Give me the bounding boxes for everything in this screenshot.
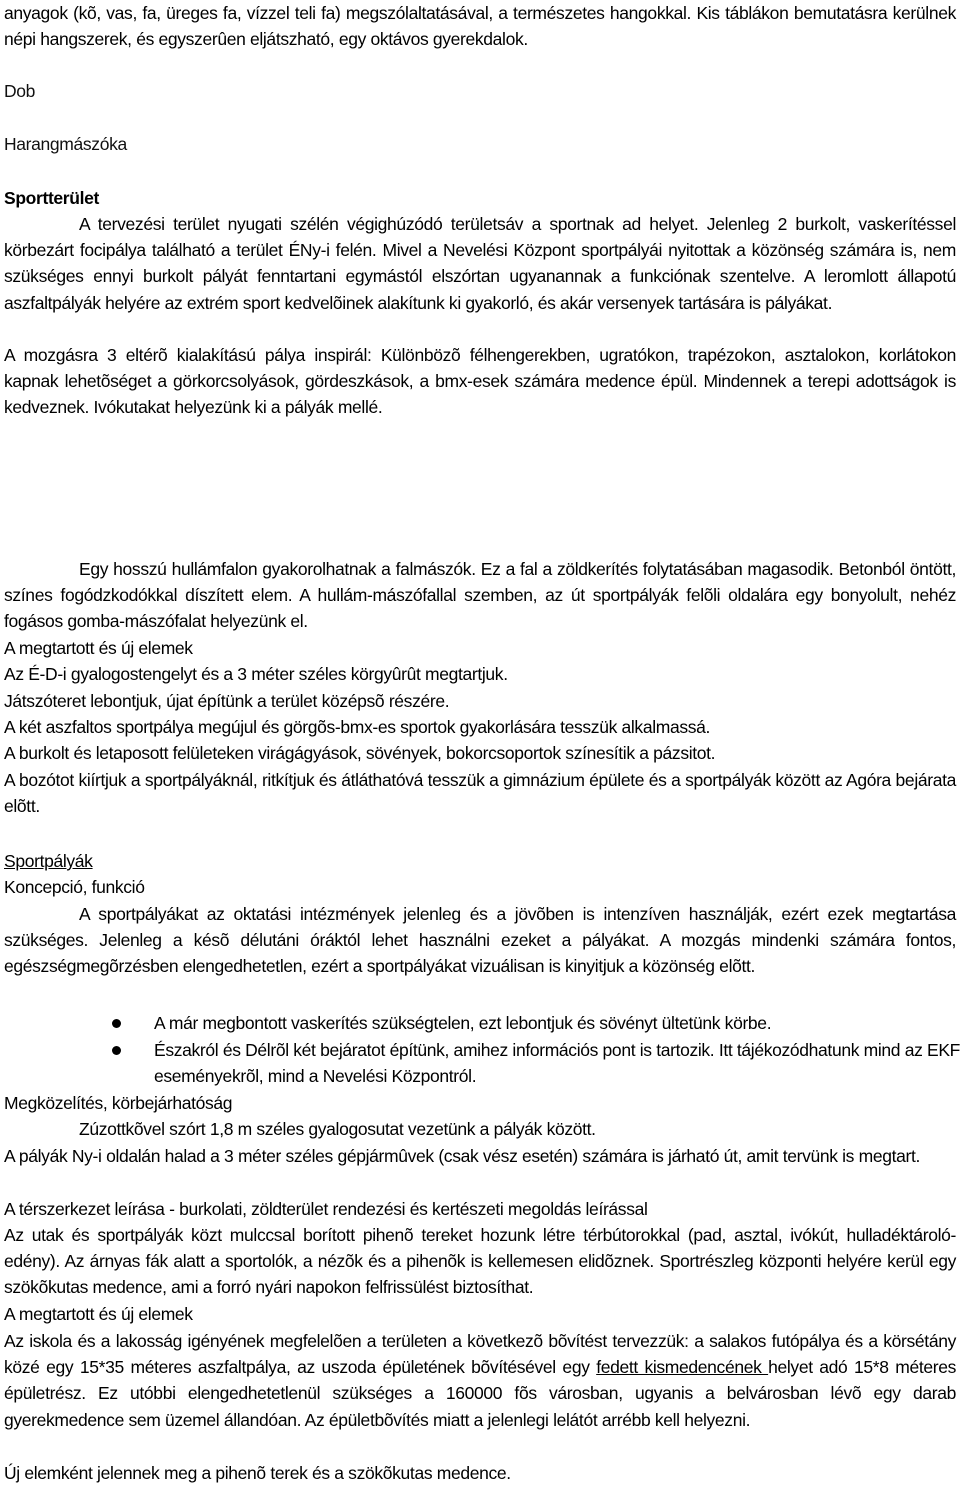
sport-p1-part-b: Mivel a Nevelési Központ sportpályái nyitottak a közönség számára is, nem szükséges ennyi burkolt pályát fenntartani egymástól elszórtan ugyanannak a funkciónak szentelve. [4,240,957,287]
wall-kept-title: A megtartott és új elemek [4,638,193,658]
kept-text-underlined: fedett kismedencének [596,1357,769,1378]
sport-p1-part-c: A leromlott állapotú aszfaltpályák helyére az extrém sport kedvelõinek alakítunk ki gyakorló, és akár versenyek tartására is pályákat. [4,266,956,313]
concept-paragraph: A sportpályákat az oktatási intézmények jelenleg és a jövõben is intenzíven használják, ezért ezek megtartása szükséges. Jelenleg a késõ délutáni óráktól lehet használni ezeket a pályákat. A mozgás mindenki számára fontos, egészségmegõrzésben elengedhetetlen, ezért a sportpályákat vizuálisan is kinyitjuk a közönség elõtt. [4,904,956,977]
wall-paragraph: Egy hosszú hullámfalon gyakorolhatnak a falmászók. Ez a fal a zöldkerítés folytatásában magasodik. Betonból öntött, színes fogódzkodókkal díszített elem. A hullám-mászófallal szemben, az út sportpályák felõli oldalára egy bonyolult, nehéz fogásos gomba-mászófalat helyezünk el. [4,559,956,632]
access-paragraph-2: A pályák Ny-i oldalán halad a 3 méter széles gépjármûvek (csak vész esetén) számára is járható út, amit tervünk is megtart. [4,1146,920,1166]
sport-p1-part-a: A tervezési terület nyugati szélén végighúzódó területsáv a sportnak ad helyet. Jelenleg 2 burkolt, vaskerítéssel körbezárt focipálya található a terület ÉNy-i felén. [4,214,956,261]
last-line: Új elemként jelennek meg a pihenõ terek és a szökõkutas medence. [4,1463,511,1483]
access-paragraph-1: Zúzottkõvel szórt 1,8 m széles gyalogosutat vezetünk a pályák között. [79,1119,596,1139]
concept-title: Koncepció, funkció [4,877,145,897]
sport-paragraph-1 [4,211,956,316]
wall-item-1: Az É-D-i gyalogostengelyt és a 3 méter széles körgyûrût megtartjuk. [4,664,508,684]
kept-text-pre: Az iskola és a lakosság igényének megfelelõen a területen a következõ bõvítést tervezzük: a salakos futópálya és a körsétány közé egy 15*35 méteres aszfaltpálya, az uszoda épületének bõvítésével egy [4,1331,956,1378]
wall-item-2: Játszóteret lebontjuk, újat építünk a terület középsõ részére. [4,691,450,711]
heading-dob: Dob [4,81,36,101]
structure-paragraph: Az utak és sportpályák közt mulccsal borított pihenõ tereket hozunk létre térbútorokkal (pad, asztal, ivókút, hulladéktároló-edény). Az árnyas fák alatt a sportolók, a nézõk és a pihenõk is kellemesen elidõznek. Sportrészleg központi helyére kerül egy szökõkutas medence, ami a forró nyári napokon felfrissülést biztosíthat. [4,1225,956,1298]
heading-sportterulet: Sportterület [4,188,99,208]
sport-paragraph-2: A mozgásra 3 eltérõ kialakítású pálya inspirál: Különbözõ félhengerekben, ugratókon, trapézokon, asztalokon, korlátokon kapnak lehetõséget a görkorcsolyások, gördeszkások, a bmx-esek számára medence épül. Mindennek a terepi adottságok is kedveznek. Ivókutakat helyezünk ki a pályák mellé. [4,345,956,418]
list-item-text: Északról és Délrõl két bejáratot építünk, amihez információs pont is tartozik. Itt tájékozódhatunk mind az EKF eseményekrõl, mind a Nevelési Központról. [154,1040,960,1087]
fields-kept-paragraph [4,1328,956,1433]
wall-item-5: A bozótot kiírtjuk a sportpályáknál, ritkítjuk és átláthatóvá tesszük a gimnázium épülete és a sportpályák között az Agóra bejárata elõtt. [4,770,956,817]
heading-harangmaszoka: Harangmászóka [4,134,127,154]
bullet-icon [112,1019,121,1028]
intro-paragraph: anyagok (kõ, vas, fa, üreges fa, vízzel teli fa) megszólaltatásával, a természetes hangokkal. Kis táblákon bemutatásra kerülnek népi hangszerek, és egyszerûen eljátszható, egy oktávos gyerekdalok. [4,3,956,50]
structure-title: A térszerkezet leírása - burkolati, zöldterület rendezési és kertészeti megoldás leírással [4,1199,648,1219]
fields-title: Sportpályák [4,851,93,871]
kept-text-post: helyet adó 15*8 méteres épületrész. Ez utóbbi elengedhetetlenül szükséges a 160000 fõs városban, ugyanis a belvárosban lévõ egy darab gyerekmedence sem üzemel állandóan. Az épületbõvítés miatt a jelenlegi lelátót arrébb kell helyezni. [4,1357,956,1430]
bullet-icon [112,1046,121,1055]
fields-kept-title: A megtartott és új elemek [4,1304,193,1324]
access-title: Megközelítés, körbejárhatóság [4,1093,233,1113]
list-item-text: A már megbontott vaskerítés szükségtelen, ezt lebontjuk és sövényt ültetünk körbe. [154,1013,772,1033]
wall-item-3: A két aszfaltos sportpálya megújul és görgõs-bmx-es sportok gyakorlására tesszük alkalmassá. [4,717,711,737]
wall-item-4: A burkolt és letaposott felületeken virágágyások, sövények, bokorcsoportok színesítik a pázsitot. [4,743,716,763]
